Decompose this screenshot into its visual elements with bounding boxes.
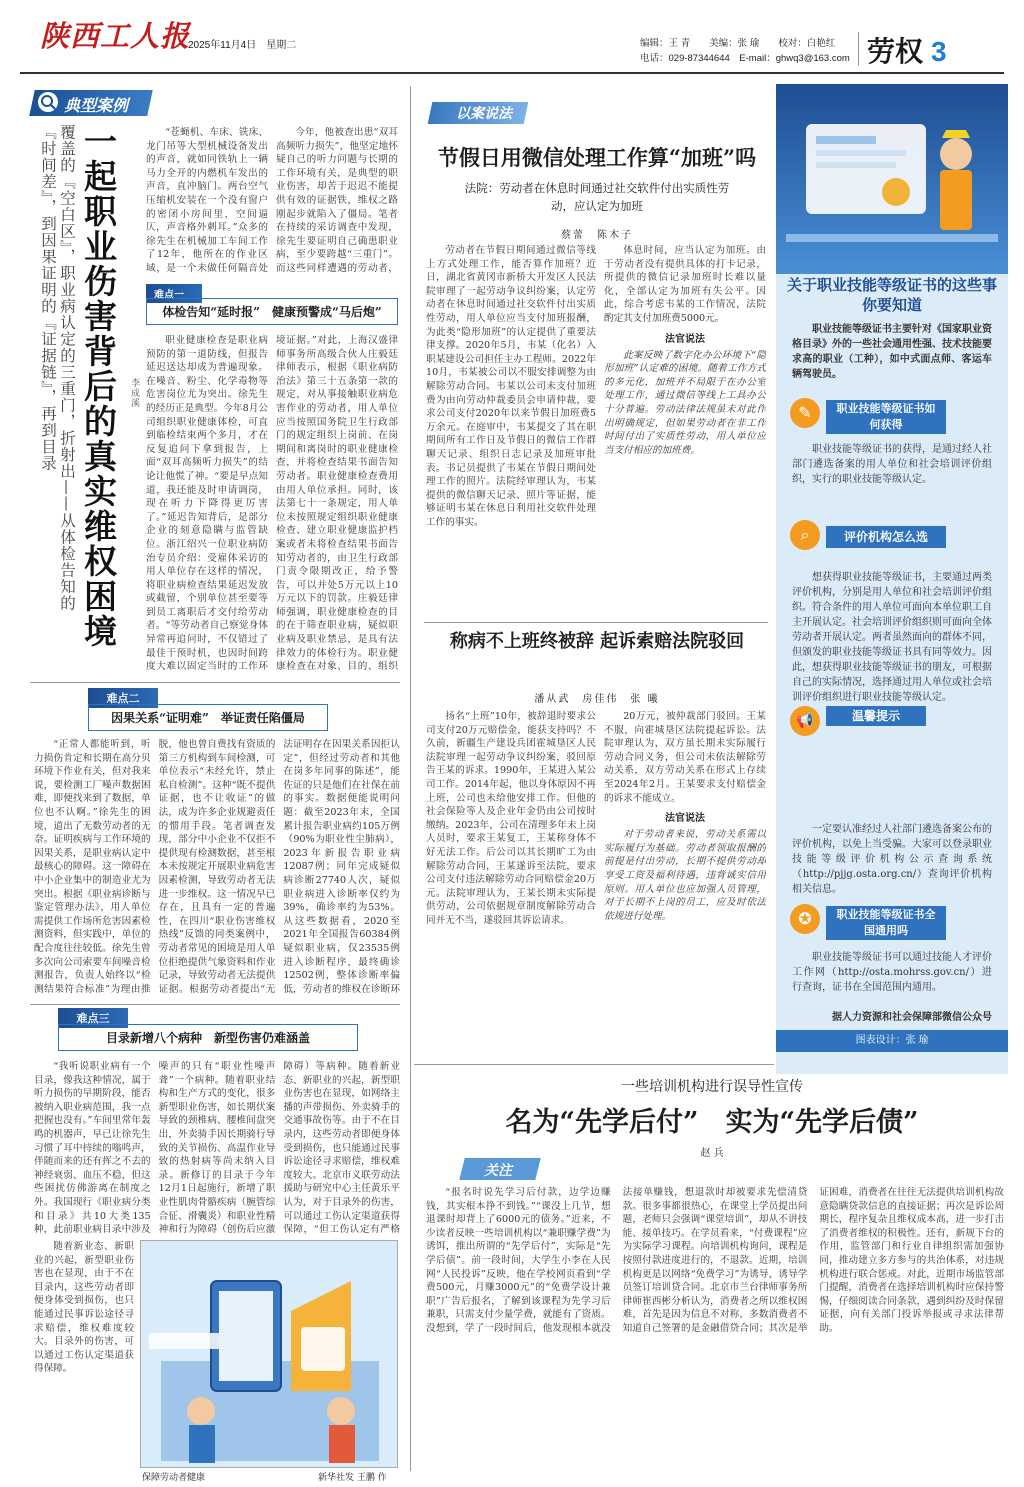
middle-top-subheadline: 法院：劳动者在休息时间通过社交软件付出实质性劳动，应认定为加班 <box>464 183 730 213</box>
difficulty2-text: “正常人都能听到，听力损伤肯定和长期在高分贝环境下作业有关，但对我来说，要检测工厂噪声数据困难，即便找来到了数据，单位也不认啊。”徐先生的困境，道出了无数劳动者的无奈。证明疾病与工作环境的因果关系，是职业病认定中最核心的障碍。这一障碍在中小企业集中的制造业尤为突出。根据《职业病诊断与鉴定管理办法》，用人单位需提供工作场所危害因素检测资料，但实践中，单位的配合度往往较低。徐先生曾多次向公司索要车间噪音检测报告，负责人始终以“检测结果符合标准”为理由推脱，他也曾自费找有资质的第三方机构到车间检测，可单位表示“未经允许，禁止私自检测”。这种“既不提供证据，也不让收证”的做法，成为许多企业规避责任的惯用手段。笔者调查发现，部分中小企业不仅拒不提供现有检测数据，甚至根本未按规定开展职业病危害因素检测，导致劳动者无法进一步维权。这一情况早已存在，且具有一定的普遍性，在四川“职业伤害维权热线”反馈的同类案例中，劳动者常见的困境是用人单位拒绝提供气象资料和作业记录，导致劳动者无法提供证据。根据劳动者提出“无法证明存在因果关系因拒认定”，但经过劳动者和其他在岗多年同事的陈述”，能佐证的只是他们在社保在前的事实。数据便能说明问题：截至2023年末，全国累计报告职业病约105万例（90%为职业性尘肺病），2023年新报告职业病12087例；同年完成疑似病诊断27740人次，疑似职业病进入诊断率仅约为39%，确诊率约为53%。从这些数据看，2020至2021年全国报告60384例疑似职业病，仅23535例进入诊断程序，最终确诊12502例，整体诊断率偏低，劳动者的维权在诊断环 <box>34 739 400 995</box>
certificate-icon-2: ✪ <box>790 904 820 934</box>
bottom-body <box>426 1164 1004 1478</box>
middle-second-text-cont: 20万元，被仲裁部门驳回。王某不服，向霍城垦区法院提起诉讼。法院审理认为，双方虽长期未实际履行劳动合同义务，但公司未依法解除劳动关系，双方劳动关系在形式上存续至2024年2月。王某要求支付赔偿金的诉求不能成立。 <box>604 711 766 804</box>
q3-title: 温馨提示 <box>826 706 926 726</box>
difficulty3-body-continued <box>34 1240 134 1480</box>
middle-top-text: 劳动者在节假日期间通过微信等线上方式处理工作，能否算作加班？近日，湖北省黄冈市新桥大开发区人民法院审理了一起劳动争议纠纷案，认定劳动者在休息时间通过社交软件付出实质性劳动，用人单位应当支付加班报酬，为此类“隐形加班”的认定提供了重要法律支撑。2020年5月，韦某（化名）入职某建设公司担任主办工程师。2022年10月，韦某被公司以不服安排调整为由解除劳动合同。韦某以公司未支付加班费为由向劳动仲裁委员会申请仲裁，要求公司支付2020年以来节假日加班费5万余元。在庭审中，韦某提交了其在职期间所有工作日及节假日的微信工作群聊天记录、组织日志记录及加班审批表。书记员提供了韦某在节假日期间处理工作的照片。法院经审理认为，韦某提供的微信聊天记录、照片等证据，能够证明韦某在休息日利用社交软件处理工作的事实。 <box>426 245 596 528</box>
intro-paragraph-2: 今年，他被查出患“双耳高频听力损失”，他坚定地怀疑自己的听力问题与长期的工作环境有关，是典型的职业伤害，却苦于迟迟不能提供有效的证据铁，维权之路刚起步就陷入了僵局。笔者在持续的采访调查中发现，徐先生要证明自己确患职业病，至少要跨越“三重门”。而这些同样遭遇的劳动者， <box>276 127 398 274</box>
difficulty1-body <box>146 334 398 674</box>
infographic-source: 据人力资源和社会保障部微信公众号 <box>832 1012 992 1023</box>
difficulty3-label: 难点三 <box>58 1008 128 1028</box>
bottom-headline: 名为“先学后付” 实为“先学后债” <box>505 1107 919 1138</box>
masthead-rule <box>20 72 1004 74</box>
illustration-image <box>140 1240 398 1468</box>
issue-date: 2025年11月4日 星期二 <box>188 40 297 51</box>
difficulty2-label: 难点二 <box>88 688 158 708</box>
megaphone-icon: 📢 <box>790 706 820 736</box>
middle-top-byline: 蔡蕾 陈木子 <box>561 230 633 241</box>
middle-top-headline: 节假日用微信处理工作算“加班”吗 <box>437 145 757 170</box>
middle-top-law-box <box>604 244 766 619</box>
bottom-kicker: 一些培训机构进行误导性宣传 <box>621 1078 803 1094</box>
law-text-2: 对于劳动者来说，劳动关系需以实际履行为基础。劳动者领取报酬的前提是付出劳动，长期不提供劳动却享受工资及福利待遇，违背诚实信用原则。用人单位也应加强人员管理，对于长期不上岗的员工，应及时依法依规进行处理。 <box>604 829 766 922</box>
q2-body: 想获得职业技能等级证书，主要通过两类评价机构，分别是用人单位和社会培训评价组织。符合条件的用人单位可面向本单位职工自主开展认定。社会培训评价组织则可面向全体劳动者开展认定。两者虽然面向的群体不同，但颁发的职业技能等级证书具有同等效力。因此，想获得职业技能等级证书的朋友，可根据自己的实际情况，选择通过用人单位或社会培训评价组织进行职业技能等级认定。 <box>792 572 992 703</box>
middle-second-byline: 潘从武 房佳伟 张 曦 <box>534 694 660 705</box>
q3-body: 一定要认准经过人社部门遴选备案公布的评价机构，以免上当受骗。大家可以登录职业技能等级评价机构公示查询系统（http://pjjg.osta.org.cn/）查询评价机构相关信息。 <box>792 824 992 895</box>
q1-body: 职业技能等级证书的获得，是通过经人社部门遴选备案的用人单位和社会培训评价组织，实行的职业技能等级认定。 <box>792 444 992 485</box>
bottom-byline: 赵 兵 <box>700 1148 724 1159</box>
search-icon: ⌕ <box>790 520 820 550</box>
law-body <box>604 349 766 458</box>
bottom-text: “报名时说先学习后付款，边学边赚钱，其实根本挣不到钱。”“课没上几节，想退课时却背上了6000元的债务。”近来，不少读者反映一些培训机构以“兼职赚学费”为诱饵，推出所谓的“先学后付”，实际是“先学后债”。前一段时间，大学生小李在人民网“人民投诉”反映，他在学校网页看到“学费500元，月赚3000元”的“免费学设计兼职”广告后报名，了解到该课程为先学习后兼职，只需支付少量学费，就能有了资质。没想到，学了一段时间后，他发现根本就没法接单赚钱，想退款时却被要求先偿清贷款。很多事都很热心，在课堂上学员提出问题，老师只会强调“课堂培训”，却从不讲技能、接单技巧。在学员看来，“付费课程”应为实际学习课程。向培训机构询问，课程是按照付款进度进行的，不退款。近期，培训机构更是以网络“免费学习”为诱导，诱导学员签订培训贷合同。北京市兰台律师事务所律师崔西彬分析认为，消费者之所以维权困难，首先是因为信息不对称，多数消费者不知道自己签署的是金融借贷合同；其次是举证困难，消费者在往往无法提供培训机构故意隐瞒贷款信息的直接证据；再次是诉讼周期长，程序复杂且维权成本高，进一步打击了消费者维权的积极性。还有，新规下台的作用，监管部门和行业自律组织需加强协同，推动建立多方参与的共治体系，对违规机构进行联合惩戒。对此，近期市场监管部门提醒，消费者在选择培训机构时应保持警惕，仔细阅读合同条款，遇到纠纷及时保留证据，向有关部门投诉举报或寻求法律帮助。 <box>426 1187 1004 1334</box>
law-text: 此案反映了数字化办公环境下“隐形加班”认定难的困境。随着工作方式的多元化，加班并不局限于在办公室处理工作，通过微信等线上工具办公十分普遍。劳动法律法规虽未对此作出明确规定，但如果劳动者在非工作时间付出了实质性劳动，用人单位应当支付相应的加班费。 <box>604 349 766 456</box>
left-intro-col1 <box>146 126 268 274</box>
difficulty3-heading: 目录新增八个病种 新型伤害仍难涵盖 <box>58 1024 358 1051</box>
q4-body: 职业技能等级证书可以通过技能人才评价工作网（http://osta.mohrss.gov.cn/）进行查询，证书在全国范围内通用。 <box>792 952 992 993</box>
difficulty3-body <box>34 1060 400 1238</box>
middle-second-headline: 称病不上班终被辞 起诉索赔法院驳回 <box>449 631 745 652</box>
graphic-credit: 图表设计：张 瑜 <box>776 1030 1008 1052</box>
middle-second-law-box <box>604 710 766 1040</box>
divider <box>414 1064 774 1065</box>
section-name: 劳权 <box>867 36 924 67</box>
bottom-tag: 关注 <box>484 1162 512 1178</box>
editor-info <box>640 36 850 66</box>
section-header <box>867 30 947 70</box>
certificate-icon: ✎ <box>790 398 820 428</box>
editor-line: 编辑：王 青 美编：张 瑜 校对：白艳红 <box>640 38 836 49</box>
column-divider <box>410 86 411 1471</box>
middle-top-text-cont: 体息时间，应当认定为加班。由于劳动者没有提供具体的打卡记录，所提供的微信记录加班时长难以量化，全部认定为加班有失公平。因此，综合考虑韦某的工作情况，法院酌定其支付加班费5000元。 <box>604 245 766 324</box>
difficulty1-label: 难点一 <box>146 284 202 303</box>
middle-second-body-cont <box>604 710 766 805</box>
middle-top-body <box>426 244 596 619</box>
difficulty3-text-cont: 随着新业态、新职业的兴起，新型职业伤害也在显现，由于不在目录内，这些劳动者即便身体受到损伤，也只能通过民事诉讼途径寻求赔偿，维权难度较大。目录外的伤害，可以通过工伤认定渠道获得保障。 <box>34 1241 134 1375</box>
infographic-hero <box>776 84 1008 274</box>
infographic-title: 关于职业技能等级证书的这些事你要知道 <box>786 277 997 314</box>
case-law-tag: 以案说法 <box>456 105 512 121</box>
law-body-2 <box>604 828 766 923</box>
left-intro-col2 <box>276 126 398 274</box>
difficulty3-text: “我听说职业病有一个目录，像我这种情况，属于听力损伤的早期阶段，能否被纳入职业病范围，我一点把握也没有。”车间里常年轰鸣的机器声，早已让徐先生习惯了耳中持续的嗡鸣声，伴随而来的还有挥之不去的神经衰弱、血压不稳，但这些困扰仿佛游离在制度之外。我国现行《职业病分类和目录》共10大类135种，此前职业病目录中涉及噪声的只有“职业性噪声聋”一个病种。随着职业结构和生产方式的变化，很多新型职业伤害，如长期伏案导致的颈椎病、腰椎间盘突出，外卖骑手因长期骑行导致的关节损伤、高温作业导致的热射病等尚未纳入目录。新修订的目录于今年12月1日起施行，新增了职业性肌肉骨骼疾病（腕管综合征、滑囊炎）和职业性精神和行为障碍（创伤后应激障碍）等病种。随着新业态、新职业的兴起，新型职业伤害也在显现，如网络主播的声带损伤、外卖骑手的交通事故伤等。由于不在目录内，这些劳动者即便身体受到损伤，也只能通过民事诉讼途径寻求赔偿，维权难度较大。北京市义联劳动法援助与研究中心主任黄乐平认为，对于目录外的伤害，可以通过工伤认定渠道获得保障，“但工伤认定有严格 <box>34 1061 400 1236</box>
law-title: 法官说法 <box>665 333 705 345</box>
difficulty2-body <box>34 738 400 1000</box>
middle-second-text: 扬名“上班”10年，被辞退时要求公司支付20万元赔偿金，能获支持吗？不久前，新疆生产建设兵团霍城垦区人民法院审理一起劳动争议纠纷案，驳回原告王某的诉求。1990年，王某进入某公司工作。2014年起，他以身体原因不再上班，公司也未给他安排工作。但他的社会保险等人及企业年金仍由公司按时缴纳。2023年，公司在清理多年未上岗人员时，要求王某复工，王某称身体不好无法工作。后公司以其长期旷工为由解除劳动合同，王某遂诉至法院，要求公司支付违法解除劳动合同赔偿金20万元。法院审理认为，王某长期未实际提供劳动，公司依据规章制度解除劳动合同并无不当，遂驳回其诉讼请求。 <box>426 711 596 926</box>
illustration-credit: 新华社发 王鹏 作 <box>318 1473 387 1483</box>
infographic-intro: 职业技能等级证书主要针对《国家职业资格目录》外的一些社会通用性强、技术技能要求高的职业（工种），如中式面点师、客运车辆驾驶员。 <box>792 324 992 380</box>
divider <box>30 682 400 683</box>
difficulty1-text: 职业健康检查是职业病预防的第一道防线，但报告延迟送达却成为普遍现象。在噪音、粉尘、化学毒物等危害岗位尤为突出。徐先生的经历正是典型。今年8月公司组织职业健康体检，可直到临检结束两个多月，才在反复追问下拿到报告，上面“双耳高频听力损失”的结论让他慌了神。“要是早点知道，我还能及时申请调岗，现在听力下降得更厉害了。”延迟告知背后，是部分企业的刻意隐瞒与监管缺位。浙江绍兴一位职业病防治专员介绍：受雇体采访的用人单位存在这样的情况，将职业病检查结果延迟发放或截留，个别单位甚至要等到员工离职后才交付给劳动者。“等劳动者自己察觉身体异常再追问时，不仅错过了最佳干预时机，也因时间跨度大难以固定当时的工作环境证据。”对此，上海汉盛律师事务所高级合伙人庄毅廷律师表示，根据《职业病防治法》第三十五条第一款的规定，对从事接触职业病危害作业的劳动者，用人单位应当按照国务院卫生行政部门的规定组织上岗前、在岗期间和离岗时的职业健康检查，并将检查结果书面告知劳动者。职业健康检查费用由用人单位承担。同时，该法第七十一条规定，用人单位未按照规定组织职业健康检查、建立职业健康监护档案或者未将检查结果书面告知劳动者的，由卫生行政部门责令限期改正，给予警告，可以并处5万元以上10万元以下的罚款。庄毅廷律师强调，职业健康检查的目的在于筛查职业病，疑似职业病及职业禁忌，是具有法律效力的体检行为。职业健康检查在对象、目的、组织 <box>146 335 398 673</box>
middle-top-body-cont <box>604 244 766 326</box>
left-story-byline: 李成溪 <box>129 378 139 408</box>
q1-title: 职业技能等级证书如何获得 <box>826 400 946 434</box>
left-story-subheadline: 覆盖的『空白区』，职业病认定的三重门，折射出——从体检告知的『时间差』，到因果证明的『证据链』，再到目录 <box>39 124 76 612</box>
story-tag: 典型案例 <box>64 98 129 115</box>
law-title-2: 法官说法 <box>665 813 705 825</box>
intro-paragraph: “苍蝇机、车床、铣床、龙门吊等大型机械设备发出的声音，就如同铁轨上一辆马力全开的内燃机车发出的声音，直冲脑门。两台空气压缩机安装在一个没有窗户的密闭小房间里，空间逼仄，声音格外刺耳。”众多的徐先生在机械加工车间工作了12年，他所在的作业区域，是一个未做任何隔音处 <box>146 127 268 274</box>
q2-title: 评价机构怎么选 <box>826 526 946 548</box>
difficulty1-heading: 体检告知“延时报” 健康预警成“马后炮” <box>146 298 398 325</box>
q4-title: 职业技能等级证书全国通用吗 <box>826 906 946 940</box>
masthead-divider <box>858 32 859 66</box>
page-number: 3 <box>931 36 947 67</box>
newspaper-logo: 陕西工人报 <box>40 19 191 53</box>
middle-second-body <box>426 710 596 1040</box>
difficulty2-heading: 因果关系“证明难” 举证责任陷僵局 <box>88 704 328 731</box>
left-story-headline: 一起职业伤害背后的真实维权困境 <box>79 124 118 649</box>
divider <box>30 1004 400 1005</box>
illustration-caption: 保障劳动者健康 <box>142 1473 206 1483</box>
magnifier-icon <box>38 92 58 112</box>
contact-line: 电话：029-87344644 E-mail：ghwq3@163.com <box>640 53 850 64</box>
divider <box>424 622 768 623</box>
